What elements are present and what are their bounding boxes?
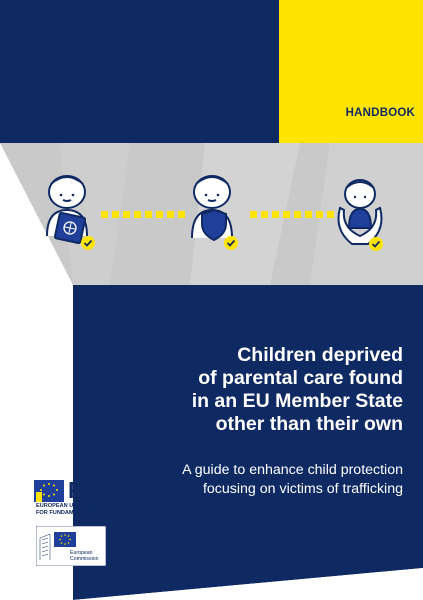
- checkmark-icon: [224, 236, 238, 250]
- navy-bottom-block: [73, 285, 423, 600]
- subtitle-line: A guide to enhance child protection: [182, 462, 403, 478]
- fra-agency-name: [36, 503, 146, 516]
- title-line: of parental care found: [198, 367, 403, 389]
- ec-line: European: [70, 550, 93, 556]
- checkmark-icon: [81, 236, 95, 250]
- fra-line: EUROPEAN UNION AGENCY: [36, 503, 113, 509]
- checkmark-icon: [369, 237, 383, 251]
- title-line: Children deprived: [237, 344, 403, 366]
- cover-subtitle: [83, 461, 403, 499]
- navy-top-block: [0, 0, 279, 143]
- fra-line: FOR FUNDAMENTAL RIGHTS: [36, 509, 115, 516]
- cover-title: [103, 344, 403, 436]
- handbook-label: HANDBOOK: [345, 107, 415, 119]
- yellow-box: [279, 0, 423, 143]
- title-line: other than their own: [215, 413, 403, 435]
- ec-name: [70, 550, 99, 562]
- ec-line: Commission: [70, 556, 99, 562]
- fra-acronym: FRA: [68, 477, 117, 503]
- title-line: in an EU Member State: [191, 390, 403, 412]
- subtitle-line: focusing on victims of trafficking: [202, 481, 403, 497]
